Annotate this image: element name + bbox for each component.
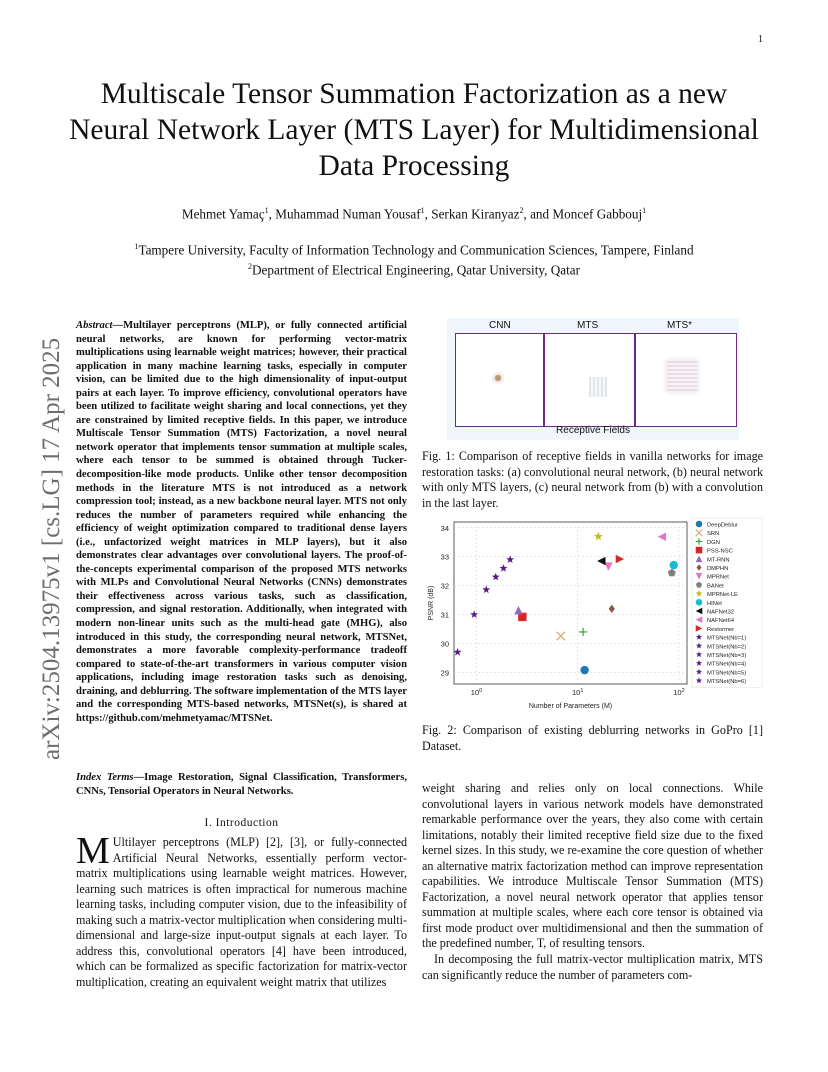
author-name: Mehmet Yamaç xyxy=(181,206,265,222)
author-affil-mark: 1 xyxy=(420,206,425,215)
index-terms-text: —Image Restoration, Signal Classification, Transformers, CNNs, Tensorial Operators in Neural Networks. xyxy=(76,772,407,797)
y-tick-label: 33 xyxy=(440,552,449,562)
data-point xyxy=(670,561,678,569)
y-axis-label: PSNR (dB) xyxy=(428,585,435,621)
legend-label: NAFNet64 xyxy=(707,618,735,625)
legend-label: MT-RNN xyxy=(707,557,730,564)
x-axis-label: Number of Parameters (M) xyxy=(528,703,613,710)
fig2-chart xyxy=(422,512,763,717)
legend-marker xyxy=(696,599,703,606)
y-tick-label: 31 xyxy=(440,610,449,620)
fig1-panel-mts-star xyxy=(635,333,737,427)
abstract-text: —Multilayer perceptrons (MLP), or fully connected artificial neural networks, are known for performing vector-matrix multiplications using learnable weight matrices; however, their practical application in many machine learning tasks, especially in computer vision, can be limited due to the high dimensionality of input-output pairs at each layer. To improve efficiency, convolutional operators have been utilized to facilitate weight sharing and local connections, yet they are constrained by limited receptive fields. In this paper, we introduce Multiscale Tensor Summation (MTS) Factorization, a novel neural network operator that implements tensor summation at multiple scales, where each tensor to be summed is obtained through Tucker-decomposition-like mode products. Unlike other tensor decomposition methods in the literature MTS is not introduced as a network compression tool; instead, as a new backbone neural layer. MTS not only reduces the number of parameters required while enhancing the efficiency of weight optimization compared to traditional dense layers (i.e., unfactorized weight matrices in MLP layers), but it also demonstrates clear advantages over convolutional layers. The proof-of-the-concepts experimental comparison of the proposed MTS networks with MLPs and Convolutional Neural Networks (CNNs) demonstrates their effectiveness across various tasks, such as classification, compression, and signal restoration. Additionally, when integrated with modern non-linear units such as the multi-head gate (MHG), also introduced in this study, the corresponding neural network, MTSNet, demonstrates a more favorable complexity-performance tradeoff compared to state-of-the-art transformers in various computer vision applications, including image restoration tasks such as denoising, draining, and deblurring. The software implementation of the MTS layer and the corresponding MTS-based networks, MTSNet(s), is shared at https://github.com/mehmetyamac/MTSNet. xyxy=(76,320,407,724)
legend-label: BANet xyxy=(707,583,724,590)
legend-label: MTSNet(Nb=3) xyxy=(707,653,747,659)
y-tick-label: 30 xyxy=(440,639,449,649)
arxiv-stamp: arXiv:2504.13975v1 [cs.LG] 17 Apr 2025 xyxy=(38,337,65,760)
mts-star-receptive-patch xyxy=(667,361,697,391)
author-separator: , xyxy=(424,206,432,222)
author-name: Moncef Gabbouj xyxy=(552,206,643,222)
author-name: Muhammad Numan Yousaf xyxy=(275,206,421,222)
x-tick-label: $10^0$ xyxy=(470,688,483,697)
abstract xyxy=(76,319,407,725)
author-affil-mark: 1 xyxy=(642,206,647,215)
y-tick-label: 34 xyxy=(440,523,449,533)
drop-cap: M xyxy=(76,830,110,872)
figure-1 xyxy=(447,318,739,440)
legend-label: MPRNet-LE xyxy=(707,592,738,599)
fig1-label-mts: MTS xyxy=(577,320,599,331)
paragraph: In decomposing the full matrix-vector multiplication matrix, MTS can significantly reduce the number of parameters com- xyxy=(422,952,763,982)
affiliation-mark: 1 xyxy=(134,242,139,251)
affiliation-text: Tampere University, Faculty of Information Technology and Communication Sciences, Tampere, Finland xyxy=(138,242,694,258)
legend-label: Restormer xyxy=(707,626,735,633)
fig1-caption: Fig. 1: Comparison of receptive fields in vanilla networks for image restoration tasks: (a) convolutional neural network, (b) neural network with only MTS layers, (c) neural network from (b) with a convolution in the last layer. xyxy=(422,449,763,510)
legend-label: SRN xyxy=(707,531,720,538)
affiliation-1 xyxy=(60,238,768,258)
legend-label: MTSNet(Nb=2) xyxy=(707,644,747,651)
legend-marker xyxy=(696,521,703,528)
y-tick-label: 29 xyxy=(440,668,449,678)
cnn-receptive-spot xyxy=(495,375,501,381)
legend-label: DGN xyxy=(707,539,720,546)
paper-title: Multiscale Tensor Summation Factorization as a new Neural Network Layer (MTS Layer) for Multidimensional Data Processing xyxy=(69,78,759,182)
legend-label: MPRNet xyxy=(707,574,729,581)
author-separator: , and xyxy=(523,206,553,222)
author-affil-mark: 2 xyxy=(519,206,524,215)
page-number: 1 xyxy=(758,34,763,45)
fig1-label-cnn: CNN xyxy=(489,320,511,331)
author-affil-mark: 1 xyxy=(264,206,269,215)
legend-label: PSS-NSC xyxy=(707,548,733,555)
fig1-label-mts-star: MTS* xyxy=(667,320,692,331)
intro-paragraph xyxy=(76,830,407,990)
fig1-bottom-label: Receptive Fields xyxy=(556,425,630,436)
section-heading: I. Introduction xyxy=(204,817,279,829)
paragraph: weight sharing and relies only on local connections. While convolutional layers in various network models have demonstrated remarkable performance over the years, they also come with certain limitations, notably their limited receptive field size due to the fixed kernel sizes. In this study, we re-examine the core question of whether an alternative matrix factorization method can improve representation capabilities. We introduce Multiscale Tensor Summation (MTS) Factorization, a novel neural network operator that applies tensor summation at multiple scales, where each core tensor is obtained via first mode product over multidimensional and then the summation of the predefined number, T, of resulting tensors. xyxy=(422,781,763,951)
x-tick-label: $10^1$ xyxy=(572,688,584,697)
legend-label: MTSNet(Nb=5) xyxy=(707,670,747,677)
legend-marker xyxy=(696,547,703,554)
plot-area xyxy=(454,522,687,684)
author-name: Serkan Kiranyaz xyxy=(431,206,520,222)
author-separator: , xyxy=(268,206,276,222)
y-tick-label: 32 xyxy=(440,581,449,591)
index-terms xyxy=(76,771,407,798)
affiliations xyxy=(60,238,768,279)
intro-text: Ultilayer perceptrons (MLP) [2], [3], or fully-connected Artificial Neural Networks, essentially perform vector-matrix multiplications using learnable weight matrices. However, learning such matrices is often impractical for numerous machine learning tasks, including computer vision, due to the infeasibility of making such a matrix-vector multiplication when considering multi-dimensional and large-size input-output signals at each layer. To address this, convolutional operators [4] have been introduced, which can be formalized as specific factorization for matrix-vector multiplication, creating an equivalent weight matrix that utilizes xyxy=(76,835,407,989)
index-terms-label: Index Terms xyxy=(76,772,134,783)
affiliation-2 xyxy=(60,258,768,278)
right-column-text xyxy=(422,781,763,983)
x-tick-label: $10^2$ xyxy=(673,688,685,697)
legend-label: MTSNet(Nb=6) xyxy=(707,679,747,686)
affiliation-mark: 2 xyxy=(248,262,253,272)
fig2-caption: Fig. 2: Comparison of existing deblurring networks in GoPro [1] Dataset. xyxy=(422,723,763,753)
data-point xyxy=(580,666,588,674)
fig1-panel-mts xyxy=(544,333,635,427)
legend-label: MTSNet(Nb=1) xyxy=(707,635,747,642)
fig1-panel-cnn xyxy=(455,333,544,427)
affiliation-text: Department of Electrical Engineering, Qatar University, Qatar xyxy=(252,262,580,278)
legend-label: DMPHN xyxy=(707,566,729,572)
legend-label: NAFNet32 xyxy=(707,609,735,616)
author-list xyxy=(60,206,768,222)
legend-label: DeepDeblur xyxy=(707,522,738,529)
legend-label: MTSNet(Nb=4) xyxy=(707,661,747,668)
legend-label: HINet xyxy=(707,600,722,607)
mts-receptive-patch xyxy=(589,377,607,397)
abstract-label: Abstract xyxy=(76,320,113,331)
